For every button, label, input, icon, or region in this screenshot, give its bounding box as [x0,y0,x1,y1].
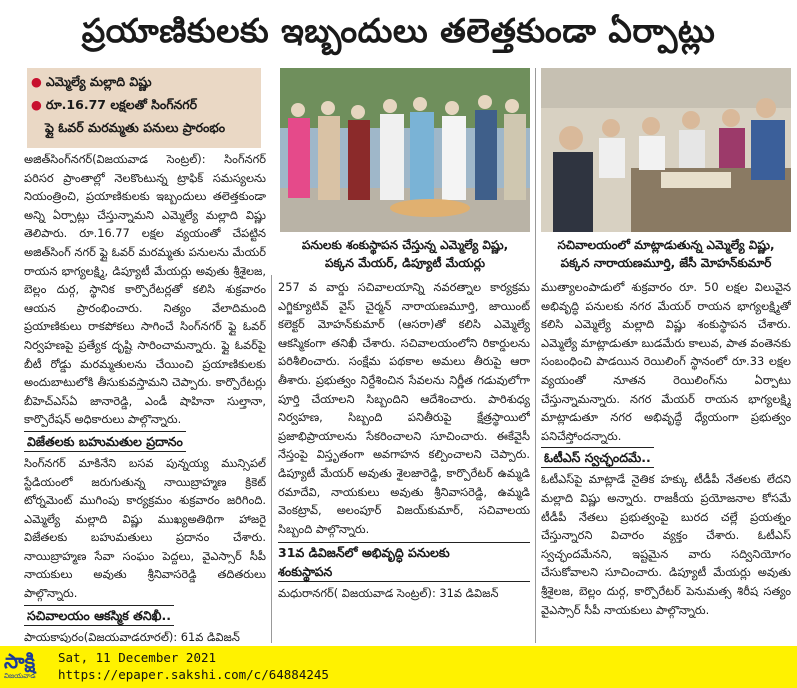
highlight-box [27,68,261,148]
subheading [24,431,266,452]
article-paragraph: అజిత్‌సింగ్‌నగర్(విజయవాడ సెంట్రల్): సింగ్‌నగర్ పరిసర ప్రాంతాల్లో నెలకొంటున్న ట్రాఫిక్ సమస్యలను నియంత్రించి, ప్రయాణికులకు ఇబ్బందులు తలెత్తకుండా అన్ని ఏర్పాట్లు చేస్తున్నామని ఎమ్మెల్యే మల్లాది విష్ణు తెలిపారు. రూ.16.77 లక్షల వ్యయంతో చేపట్టిన అజిత్‌సింగ్ నగర్ ఫ్లై ఓవర్ మరమ్మతు పనులను మేయర్ రాయన భాగ్యలక్ష్మి, డిప్యూటీ మేయర్లు అవుతు శ్రీశైలజ, బెల్లం దుర్గ, స్థానిక కార్పొరేటర్లతో కలిసి శుక్రవారం ఆయన ప్రారంభించారు. నిత్యం వేలాదిమంది ప్రయాణికులు రాకపోకలు సాగించే సింగ్‌నగర్ ఫ్లై ఓవర్ నిర్వహణపై ప్రత్యేక దృష్టి సారించామన్నారు. ఫ్లై ఓవర్‌పై బీటీ రోడ్డు మరమ్మతులను చేయించి ప్రయాణికులకు అందుబాటులోకి తీసుకువస్తామని చెప్పారు. కార్పొరేటర్లు బీహెచ్ఎస్‌ఏ జానారెడ్డి, ఎండీ షాహినా సుల్తానా, కార్పొరేషన్ అధికారులు పాల్గొన్నారు. [24,152,266,427]
bullet-dot-icon: ● [31,74,42,89]
sakshi-logo [4,650,48,684]
footer-url[interactable]: https://epaper.sakshi.com/c/64884245 [58,667,329,682]
subheading-text: సచివాలయం ఆకస్మిక తనిఖీ.. [24,605,174,626]
subheading [24,605,266,626]
caption-line: సచివాలయంలో మాట్లాడుతున్న ఎమ్మెల్యే విష్ణు, [557,238,775,252]
article-column-1 [24,150,266,644]
photo-caption-right [536,236,796,272]
caption-line: పక్కన మేయర్, డిప్యూటీ మేయర్లు [324,256,486,270]
photo-inauguration [280,68,530,232]
highlight-text: ఎమ్మెల్యే మల్లాది విష్ణు [45,74,152,89]
article-paragraph: మధురానగర్( విజయవాడ సెంట్రల్): 31వ డివిజన్ [278,586,499,601]
headline: ప్రయాణికులకు ఇబ్బందులు తలెత్తకుండా ఏర్పాట్లు [81,11,716,50]
article-column-2 [278,278,530,644]
caption-line: పనులకు శంకుస్థాపన చేస్తున్న ఎమ్మెల్యే విష్ణు, [301,238,509,252]
bullet-dot-icon: ● [31,97,42,112]
logo-edition: విజయవాడ [4,672,36,680]
subheading-text: శంకుస్థాపన [278,564,333,580]
caption-line: పక్కన నారాయణమూర్తి, జేసీ మోహన్‌కుమార్ [560,256,772,270]
highlight-bullet [31,70,257,93]
footer-date: Sat, 11 December 2021 [58,650,217,665]
highlight-bullet [31,93,257,116]
photo-secretariat [541,68,791,232]
subheading-text: ఓటీఎస్ స్వచ్ఛందమే.. [541,447,654,468]
subheading [278,542,530,582]
photo-secretariat-image [541,68,791,232]
article-paragraph: పాయకాపురం(విజయవాడరూరల్): 61వ డివిజన్ [24,629,240,644]
article-paragraph: ఓటీఎస్‌పై మాట్లాడే నైతిక హక్కు టీడీపీ నేతలకు లేదని మల్లాది విష్ణు అన్నారు. రాజకీయ ప్రయోజనాల కోసమే టీడీపీ నేతలు ప్రభుత్వంపై బురద చల్లే ప్రయత్నం చేస్తున్నారని విచారం వ్యక్తం చేశారు. ఓటీఎస్ స్వచ్ఛందమేనని, ఇష్టమైన వారు సద్వినియోగం చేసుకోవాలని సూచించారు. డిప్యూటీ మేయర్లు అవుతు శ్రీశైలజ, బెల్లం దుర్గ, కార్పొరేటర్ పెనుమత్స శిరీష సత్యం వైఎస్సార్ సీపీ నాయకులు పాల్గొన్నారు. [541,472,791,617]
article-column-3 [541,278,791,644]
logo-text: సాక్షి [4,649,36,673]
column-divider [271,275,272,643]
highlight-text: రూ.16.77 లక్షలతో సింగ్‌నగర్ [45,97,198,112]
subheading [541,447,791,468]
photo-caption-left [276,236,534,272]
highlight-bullet [31,116,257,139]
article-paragraph: 257 వ వార్డు సచివాలయాన్ని నవరత్నాల కార్యక్రమ ఎగ్జిక్యూటివ్ వైస్ చైర్మన్ నారాయణమూర్తి, జాయింట్ కలెక్టర్ మోహన్‌కుమార్ (ఆసరా)తో కలిసి ఎమ్మెల్యే ఆకస్మికంగా తనిఖీ చేశారు. సచివాలయంలోని రికార్డులను పరిశీలించారు. సంక్షేమ పథకాల అమలు తీరుపై ఆరా తీశారు. ప్రభుత్వం నిర్దేశించిన సేవలను నిర్ణీత గడువులోగా పూర్తి చేయాలని సిబ్బందిని ఆదేశించారు. పారిశుధ్య నిర్వహణ, సిబ్బంది పనితీరుపై క్షేత్రస్థాయిలో ప్రజాభిప్రాయాలను సేకరించాలని సూచించారు. ఈకేవైసీ నేస్తంపై విస్తృతంగా అవగాహన కల్పించాలని చెప్పారు. డిప్యూటీ మేయర్ అవుతు శైలజారెడ్డి, కార్పొరేటర్ ఉమ్మడి రమాదేవి, నాయకులు అవుతు శ్రీనివాసరెడ్డి, ఉమ్మడి వెంకట్రావ్, అలంపూర్ విజయ్‌కుమార్, సచివాలయ సిబ్బంది పాల్గొన్నారు. [278,280,530,536]
highlight-text: ఫ్లై ఓవర్ మరమ్మతు పనులు ప్రారంభం [45,120,226,135]
article-paragraph: ముత్యాలంపాడులో శుక్రవారం రూ. 50 లక్షల విలువైన అభివృద్ధి పనులకు నగర మేయర్ రాయన భాగ్యలక్ష్మితో కలిసి ఎమ్మెల్యే మల్లాది విష్ణు శంకుస్థాపన చేశారు. ఎమ్మెల్యే మాట్లాడుతూ బుడమేరు కాలువ, పాత వంతెనకు సంబంధించి పాడయిన రెయిలింగ్ స్థానంలో రూ.33 లక్షల వ్యయంతో నూతన రెయిలింగ్‌ను ఏర్పాటు చేస్తున్నామన్నారు. నగర మేయర్ రాయన భాగ్యలక్ష్మి మాట్లాడుతూ నగర అభివృద్ధే ధ్యేయంగా ప్రభుత్వం పనిచేస్తోందన్నారు. [541,280,791,443]
article-paragraph: సింగ్‌నగర్ మాకినేని బసవ పున్నయ్య మున్సిపల్ స్టేడియంలో జరుగుతున్న నాయిబ్రాహ్మణ క్రికెట్ టోర్నమెంట్ ముగింపు కార్యక్రమం శుక్రవారం జరిగింది. ఎమ్మెల్యే మల్లాది విష్ణు ముఖ్యఅతిథిగా హాజరై విజేతలకు బహుమతులు ప్రదానం చేశారు. నాయిబ్రాహ్మణ సేవా సంఘం పెద్దలు, వైఎస్సార్ సీపీ నాయకులు అవుతు శ్రీనివాసరెడ్డి తదితరులు పాల్గొన్నారు. [24,455,266,601]
column-divider [535,68,536,643]
subheading-text: విజేతలకు బహుమతుల ప్రదానం [24,431,186,452]
photo-inauguration-image [280,68,530,232]
subheading-text: 31వ డివిజన్‌లో అభివృద్ధి పనులకు [278,545,450,561]
